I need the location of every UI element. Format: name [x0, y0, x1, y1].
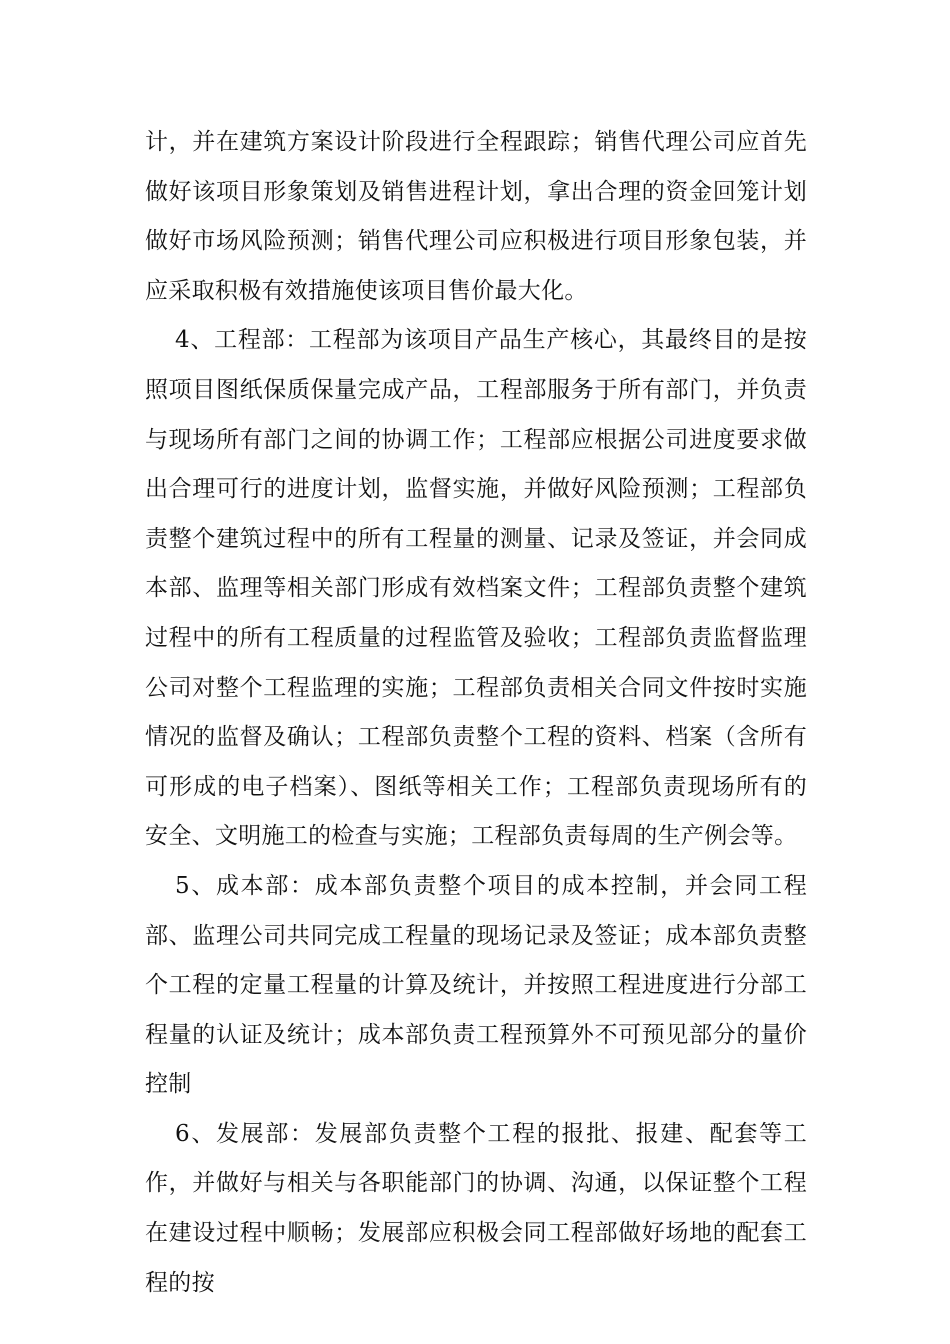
- paragraph-cost-dept: 5、成本部：成本部负责整个项目的成本控制，并会同工程部、监理公司共同完成工程量的现场记录及签证；成本部负责整个工程的定量工程量的计算及统计，并按照工程进度进行分部工程量的认证及统计；成本部负责工程预算外不可预见部分的量价控制: [145, 872, 807, 1098]
- paragraph-engineering-dept: 4、工程部：工程部为该项目产品生产核心，其最终目的是按照项目图纸保质保量完成产品，工程部服务于所有部门，并负责与现场所有部门之间的协调工作；工程部应根据公司进度要求做出合理可行的进度计划，监督实施，并做好风险预测；工程部负责整个建筑过程中的所有工程量的测量、记录及签证，并会同成本部、监理等相关部门形成有效档案文件；工程部负责整个建筑过程中的所有工程质量的过程监管及验收；工程部负责监督监理公司对整个工程监理的实施；工程部负责相关合同文件按时实施情况的监督及确认；工程部负责整个工程的资料、档案（含所有可形成的电子档案）、图纸等相关工作；工程部负责现场所有的安全、文明施工的检查与实施；工程部负责每周的生产例会等。: [145, 327, 807, 850]
- paragraph-continuation: 计，并在建筑方案设计阶段进行全程跟踪；销售代理公司应首先做好该项目形象策划及销售进程计划，拿出合理的资金回笼计划做好市场风险预测；销售代理公司应积极进行项目形象包装，并应采取积极有效措施使该项目售价最大化。: [145, 129, 807, 304]
- body-text: [145, 118, 807, 1308]
- paragraph-development-dept: 6、发展部：发展部负责整个工程的报批、报建、配套等工作，并做好与相关与各职能部门的协调、沟通，以保证整个工程在建设过程中顺畅；发展部应积极会同工程部做好场地的配套工程的按: [145, 1120, 807, 1296]
